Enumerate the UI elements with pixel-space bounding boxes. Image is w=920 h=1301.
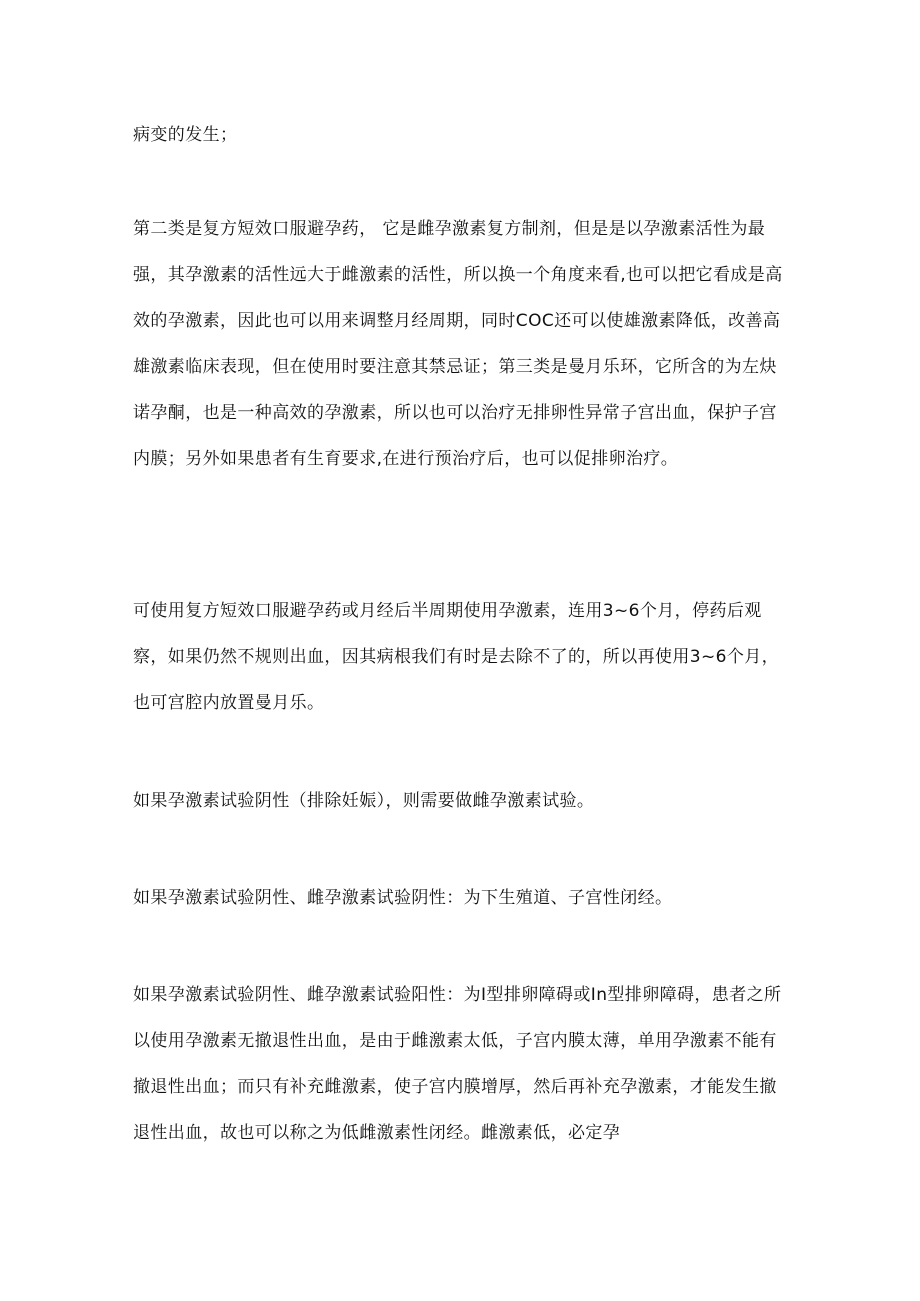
paragraph-lesion-occurrence: 病变的发生； xyxy=(133,125,238,145)
paragraph-second-category-coc: 第二类是复方短效口服避孕药， 它是雌孕激素复方制剂，但是是以孕激素活性为最强，其孕激素的活性远大于雌激素的活性，所以换一个角度来看,也可以把它看成是高效的孕激素，因此也可以用来调整月经周期，同时COC还可以使雄激素降低，改善高雄激素临床表现，但在使用时要注意其禁忌证；第三类是曼月乐环，它所含的为左炔诺孕酮，也是一种高效的孕激素，所以也可以治疗无排卵性异常子宫出血，保护子宫内膜；另外如果患者有生育要求,在进行预治疗后，也可以促排卵治疗。 xyxy=(133,219,783,469)
paragraph-estrogen-progesterone-positive: 如果孕激素试验阴性、雌孕激素试验阳性：为I型排卵障碍或In型排卵障碍，患者之所以使用孕激素无撤退性出血，是由于雌激素太低，子宫内膜太薄，单用孕激素不能有撤退性出血；而只有补充雌激素，使子宫内膜增厚，然后再补充孕激素，才能发生撤退性出血，故也可以称之为低雌激素性闭经。雌激素低，必定孕 xyxy=(133,985,782,1143)
paragraph-treatment-course: 可使用复方短效口服避孕药或月经后半周期使用孕激素，连用3~6个月，停药后观察，如果仍然不规则出血，因其病根我们有时是去除不了的，所以再使用3~6个月，也可宫腔内放置曼月乐。 xyxy=(133,601,780,713)
paragraph-progesterone-test-negative: 如果孕激素试验阴性（排除妊娠），则需要做雌孕激素试验。 xyxy=(133,791,595,811)
paragraph-both-tests-negative: 如果孕激素试验阴性、雌孕激素试验阴性：为下生殖道、子宫性闭经。 xyxy=(133,888,673,908)
